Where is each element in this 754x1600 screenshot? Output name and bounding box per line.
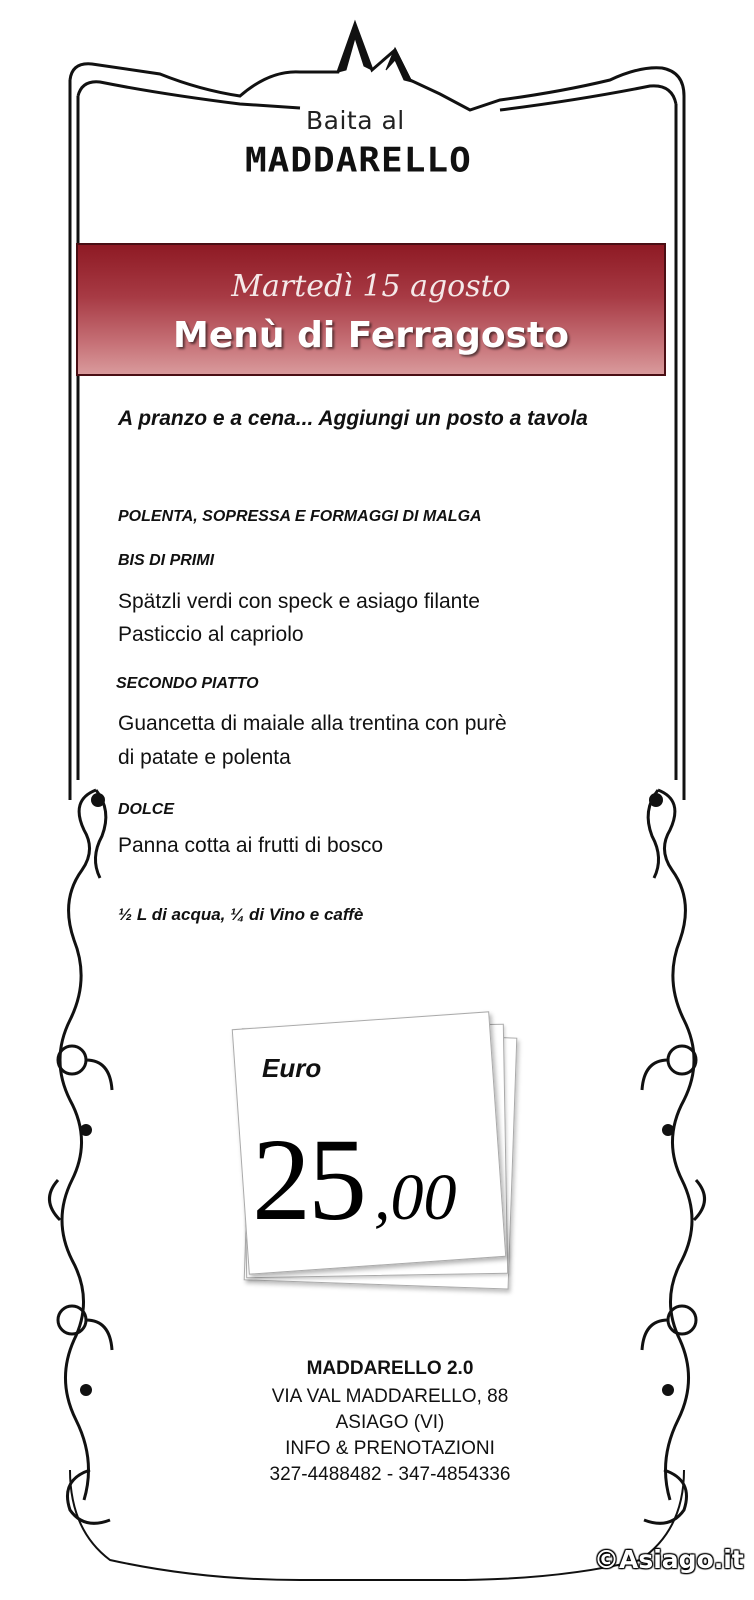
dish-primo-1: Spätzli verdi con speck e asiago filante: [118, 590, 480, 613]
contact-name: MADDARELLO 2.0: [306, 1358, 474, 1379]
logo-line2: MADDARELLO: [245, 141, 472, 180]
tagline: A pranzo e a cena... Aggiungi un posto a tavola: [118, 407, 588, 430]
banner-title: Menù di Ferragosto: [173, 315, 569, 356]
primi-heading: BIS DI PRIMI: [118, 552, 215, 569]
banner-date: Martedì 15 agosto: [231, 269, 511, 304]
contact-info: INFO & PRENOTAZIONI: [285, 1438, 495, 1459]
secondo-heading: SECONDO PIATTO: [116, 675, 259, 692]
price-value: 25: [252, 1114, 364, 1245]
price-label: Euro: [262, 1053, 322, 1083]
dish-dolce: Panna cotta ai frutti di bosco: [118, 834, 383, 857]
watermark: ©Asiago.it: [594, 1545, 744, 1574]
price-cents: ,00: [374, 1161, 457, 1234]
extras-line: ½ L di acqua, ¼ di Vino e caffè: [118, 905, 364, 924]
contact-phones: 327-4488482 - 347-4854336: [269, 1464, 511, 1485]
contact-address: VIA VAL MADDARELLO, 88: [271, 1386, 509, 1407]
logo-line1: Baita al: [306, 106, 405, 135]
dish-primo-2: Pasticcio al capriolo: [118, 623, 304, 646]
dish-secondo-line1: Guancetta di maiale alla trentina con purè: [118, 712, 507, 735]
dolce-heading: DOLCE: [118, 801, 174, 818]
starter-heading: POLENTA, SOPRESSA E FORMAGGI DI MALGA: [118, 508, 482, 525]
dish-secondo-line2: di patate e polenta: [118, 746, 291, 769]
contact-city: ASIAGO (VI): [335, 1412, 445, 1433]
title-banner: [76, 243, 666, 376]
